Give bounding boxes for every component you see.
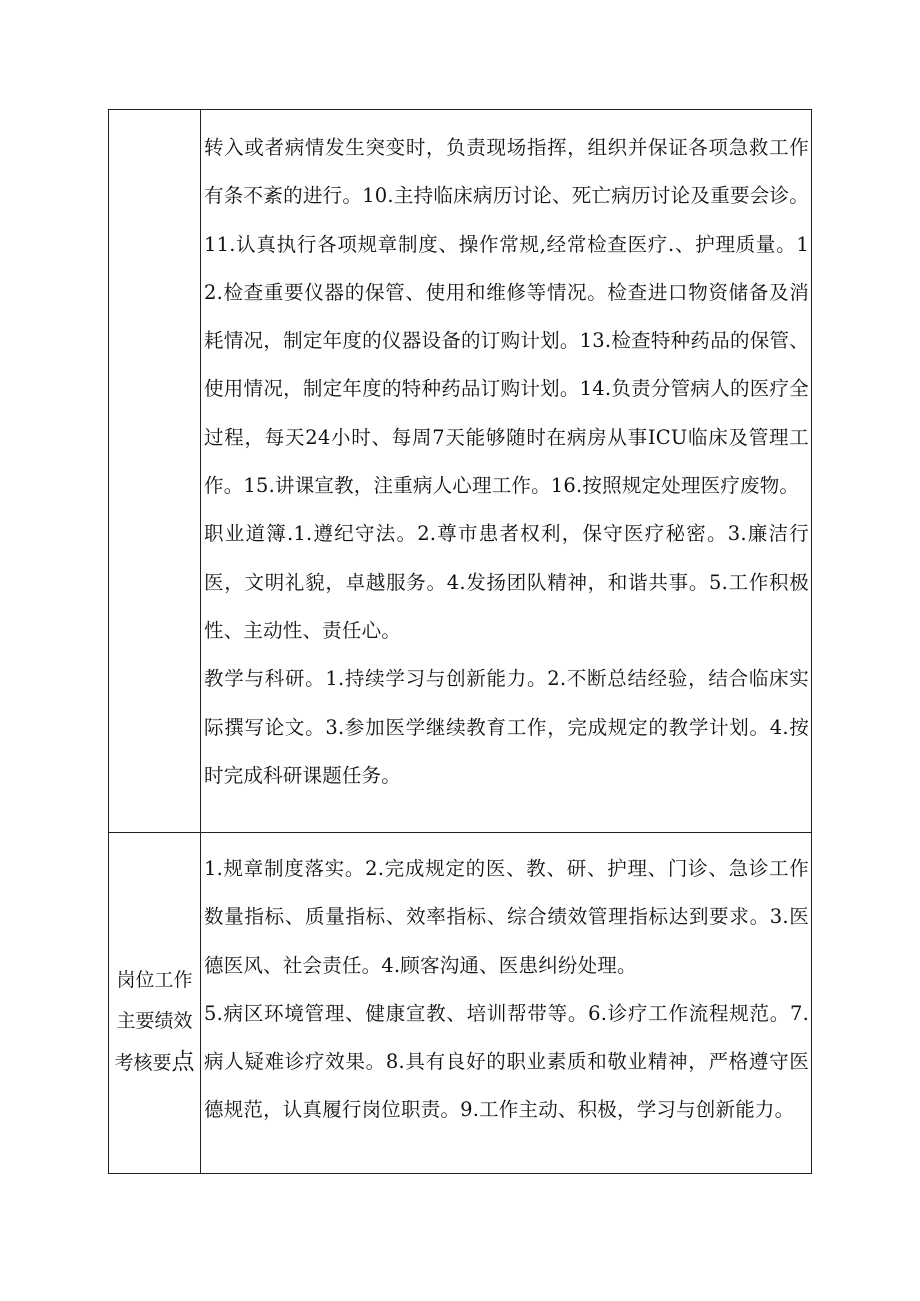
table-row-duties: [109, 110, 812, 833]
performance-content: [201, 833, 811, 1139]
performance-label-cell: [109, 833, 201, 1174]
performance-label-main: 岗位工作主要绩效考核要: [114, 969, 193, 1074]
performance-label-last: 点: [171, 1049, 195, 1075]
performance-label: [109, 960, 200, 1084]
performance-paragraph-1: 1.规章制度落实。2.完成规定的医、教、研、护理、门诊、急诊工作数量指标、质量指标、效率指标、综合绩效管理指标达到要求。3.医德医风、社会责任。4.顾客沟通、医患纠纷处理。: [204, 857, 809, 977]
duties-paragraph-1: 转入或者病情发生突变时，负责现场指挥，组织并保证各项急救工作有条不紊的进行。10.主持临床病历讨论、死亡病历讨论及重要会诊。11.认真执行各项规章制度、操作常规,经常检查医疗.、护理质量。12.检查重要仪器的保管、使用和维修等情况。检查进口物资储备及消耗情况，制定年度的仪器设备的订购计划。13.检查特种药品的保管、使用情况，制定年度的特种药品订购计划。14.负责分管病人的医疗全过程，每天24小时、每周7天能够随时在病房从事ICU临床及管理工作。15.讲课宣教，注重病人心理工作。16.按照规定处理医疗废物。: [204, 136, 809, 498]
teaching-research-paragraph: 教学与科研。1.持续学习与创新能力。2.不断总结经验，结合临床实际撰写论文。3.参加医学继续教育工作，完成规定的教学计划。4.按时完成科研课题任务。: [204, 667, 809, 787]
duties-content: [201, 110, 811, 804]
ethics-paragraph: 职业道簿.1.遵纪守法。2.尊市患者权利，保守医疗秘密。3.廉洁行医，文明礼貌，卓越服务。4.发扬团队精神，和谐共事。5.工作积极性、主动性、责任心。: [204, 522, 809, 642]
duties-content-cell: [201, 110, 812, 833]
table-row-performance: [109, 833, 812, 1174]
duty-table: [108, 109, 812, 1174]
row-label-cell-empty: [109, 110, 201, 833]
performance-content-cell: [201, 833, 812, 1174]
performance-paragraph-2: 5.病区环境管理、健康宣教、培训帮带等。6.诊疗工作流程规范。7.病人疑难诊疗效果。8.具有良好的职业素质和敬业精神，严格遵守医德规范，认真履行岗位职责。9.工作主动、积极，学习与创新能力。: [204, 1001, 809, 1122]
